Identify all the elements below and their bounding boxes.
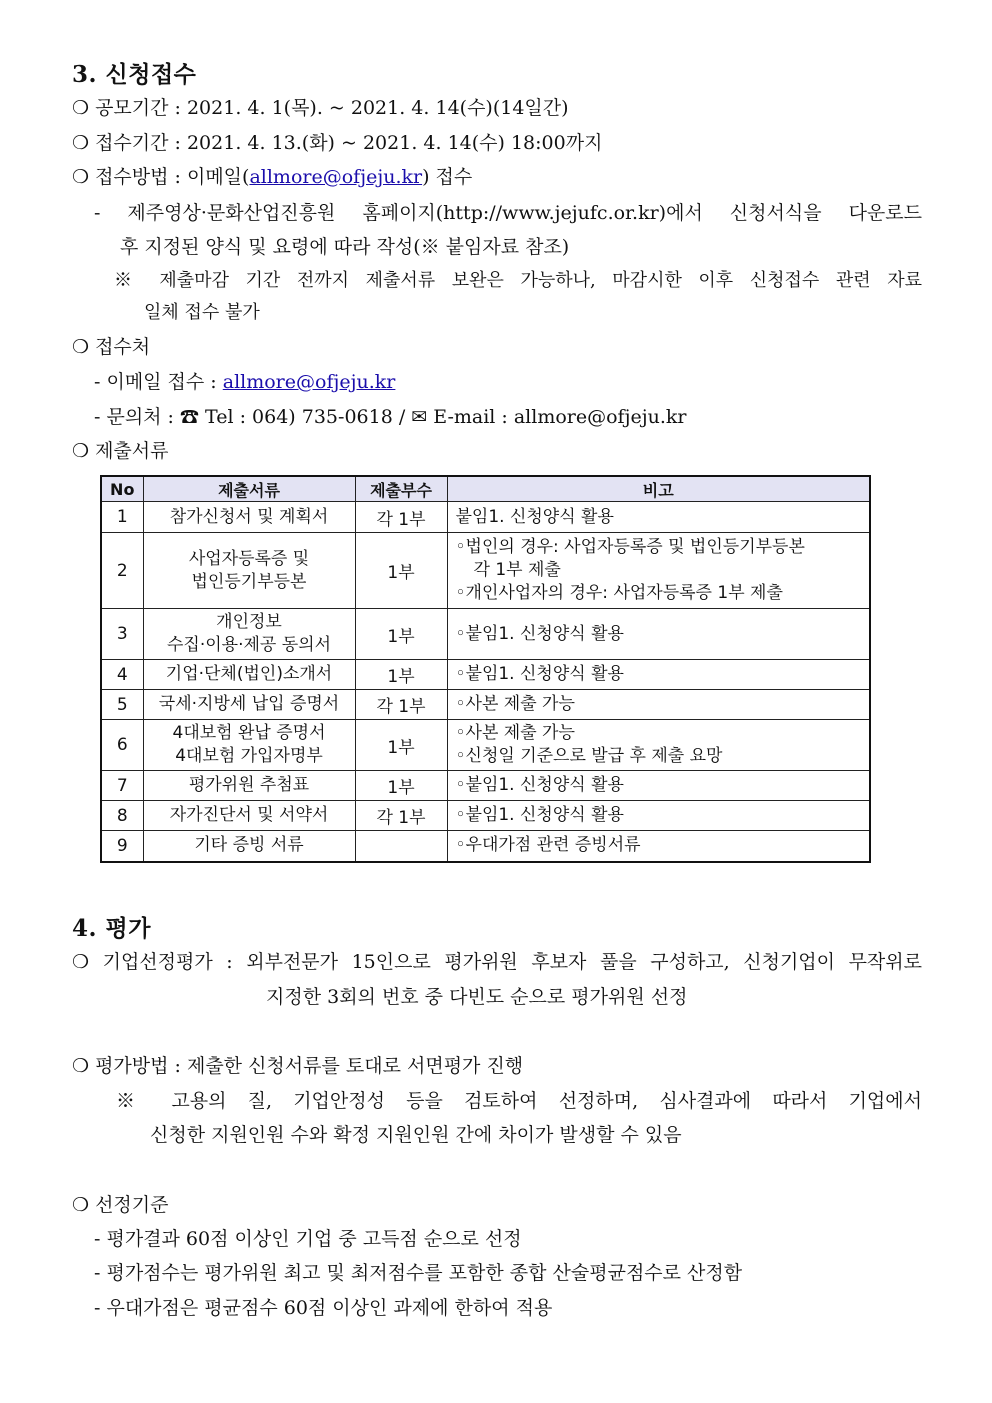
eval-method-note: ※ 고용의 질, 기업안정성 등을 검토하여 선정하며, 심사결과에 따라서 기업에서 [116,1090,922,1112]
row-note-line: ◦신청일 기준으로 발급 후 제출 요망 [455,746,723,766]
row-no: 2 [101,533,143,609]
criteria-heading: ❍ 선정기준 [72,1194,169,1216]
row-doc-line: 4대보험 가입자명부 [175,746,323,766]
criteria-item: - 평가결과 60점 이상인 기업 중 고득점 순으로 선정 [94,1228,522,1250]
row-note-line: ◦우대가점 관련 증빙서류 [455,835,641,856]
method-note-cont: 일체 접수 불가 [144,302,260,323]
row-no: 5 [101,690,143,720]
header-doc: 제출서류 [143,476,355,502]
row-doc-line: 4대보험 완납 증명서 [172,723,326,743]
submission-docs-heading: ❍ 제출서류 [72,440,169,462]
row-note [447,609,870,660]
row-note [447,502,870,533]
row-no: 7 [101,771,143,801]
selection-eval: ❍ 기업선정평가 : 외부전문가 15인으로 평가위원 후보자 풀을 구성하고, 신청기업이 무작위로 [72,951,922,973]
row-doc-line: 법인등기부등본 [191,571,307,592]
table-row [101,801,870,831]
table-row [101,771,870,801]
row-count: 각 1부 [355,690,447,720]
receipt-place: ❍ 접수처 [72,336,151,358]
row-doc: 참가신청서 및 계획서 [143,502,355,533]
row-doc [143,609,355,660]
receipt-method [72,165,472,189]
row-note-line: ◦법인의 경우: 사업자등록증 및 법인등기부등본 [455,537,805,557]
row-doc-line: 사업자등록증 및 [188,548,310,569]
row-count: 1부 [355,660,447,690]
submission-table [100,475,871,863]
row-note [447,690,870,720]
receipt-method-prefix: ❍ 접수방법 : 이메일( [72,166,250,188]
row-note-line: ◦붙임1. 신청양식 활용 [455,805,624,825]
row-note-line: ◦붙임1. 신청양식 활용 [455,775,624,795]
row-doc [143,533,355,609]
row-no: 4 [101,660,143,690]
inquiry: - 문의처 : ☎ Tel : 064) 735-0618 / ✉ E-mail : allmore@ofjeju.kr [94,406,687,428]
row-note [447,831,870,862]
method-note: ※ 제출마감 기간 전까지 제출서류 보완은 가능하나, 마감시한 이후 신청접수 관련 자료 [114,270,922,291]
row-doc [143,720,355,771]
row-note [447,771,870,801]
row-count: 1부 [355,609,447,660]
row-doc-line: 수집·이용·제공 동의서 [166,635,331,655]
row-doc: 국세·지방세 납입 증명서 [143,690,355,720]
row-count: 각 1부 [355,801,447,831]
row-note [447,720,870,771]
selection-eval-cont: 지정한 3회의 번호 중 다빈도 순으로 평가위원 선정 [266,986,688,1008]
row-note-line: ◦사본 제출 가능 [455,723,575,743]
header-note: 비고 [447,476,870,502]
section3-title: 3. 신청접수 [72,61,197,88]
header-count: 제출부수 [355,476,447,502]
row-count: 1부 [355,771,447,801]
section4-title: 4. 평가 [72,915,151,942]
table-row [101,533,870,609]
receipt-email-link[interactable]: allmore@ofjeju.kr [249,166,423,188]
place-email-prefix: - 이메일 접수 : [94,371,223,393]
table-row [101,660,870,690]
row-note [447,660,870,690]
receipt-method-suffix: ) 접수 [422,166,473,188]
table-row [101,690,870,720]
criteria-item: - 평가점수는 평가위원 최고 및 최저점수를 포함한 종합 산술평균점수로 산정함 [94,1262,743,1284]
row-doc: 기업·단체(법인)소개서 [143,660,355,690]
row-doc: 기타 증빙 서류 [143,831,355,862]
receipt-period: ❍ 접수기간 : 2021. 4. 13.(화) ~ 2021. 4. 14(수) 18:00까지 [72,132,603,154]
table-row [101,609,870,660]
row-note [447,533,870,609]
row-count: 각 1부 [355,502,447,533]
row-doc: 자가진단서 및 서약서 [143,801,355,831]
row-no: 9 [101,831,143,862]
row-note-line: 각 1부 제출 [473,560,561,580]
row-doc-line: 개인정보 [216,612,282,632]
method-detail: - 제주영상·문화산업진흥원 홈페이지(http://www.jejufc.or.kr)에서 신청서식을 다운로드 [94,202,922,224]
criteria-item: - 우대가점은 평균점수 60점 이상인 과제에 한하여 적용 [94,1297,553,1319]
row-no: 8 [101,801,143,831]
row-note-line: ◦붙임1. 신청양식 활용 [455,664,624,684]
table-row [101,502,870,533]
row-count: 1부 [355,533,447,609]
table-header-row [101,476,870,502]
method-detail-cont: 후 지정된 양식 및 요령에 따라 작성(※ 붙임자료 참조) [120,236,570,258]
row-count: 1부 [355,720,447,771]
row-no: 1 [101,502,143,533]
row-note-line: ◦개인사업자의 경우: 사업자등록증 1부 제출 [455,583,783,603]
row-no: 3 [101,609,143,660]
eval-method: ❍ 평가방법 : 제출한 신청서류를 토대로 서면평가 진행 [72,1055,524,1077]
place-email [94,370,395,394]
row-note-line: ◦사본 제출 가능 [455,694,575,714]
table-row [101,831,870,862]
row-note [447,801,870,831]
application-period: ❍ 공모기간 : 2021. 4. 1(목). ~ 2021. 4. 14(수)(14일간) [72,97,569,119]
eval-method-note-cont: 신청한 지원인원 수와 확정 지원인원 간에 차이가 발생할 수 있음 [150,1124,682,1146]
place-email-link[interactable]: allmore@ofjeju.kr [222,371,396,393]
header-no: No [101,476,143,502]
row-count [355,831,447,862]
table-row [101,720,870,771]
row-note-line: ◦붙임1. 신청양식 활용 [455,623,624,644]
row-note-line: 붙임1. 신청양식 활용 [455,506,614,527]
row-no: 6 [101,720,143,771]
row-doc: 평가위원 추첨표 [143,771,355,801]
